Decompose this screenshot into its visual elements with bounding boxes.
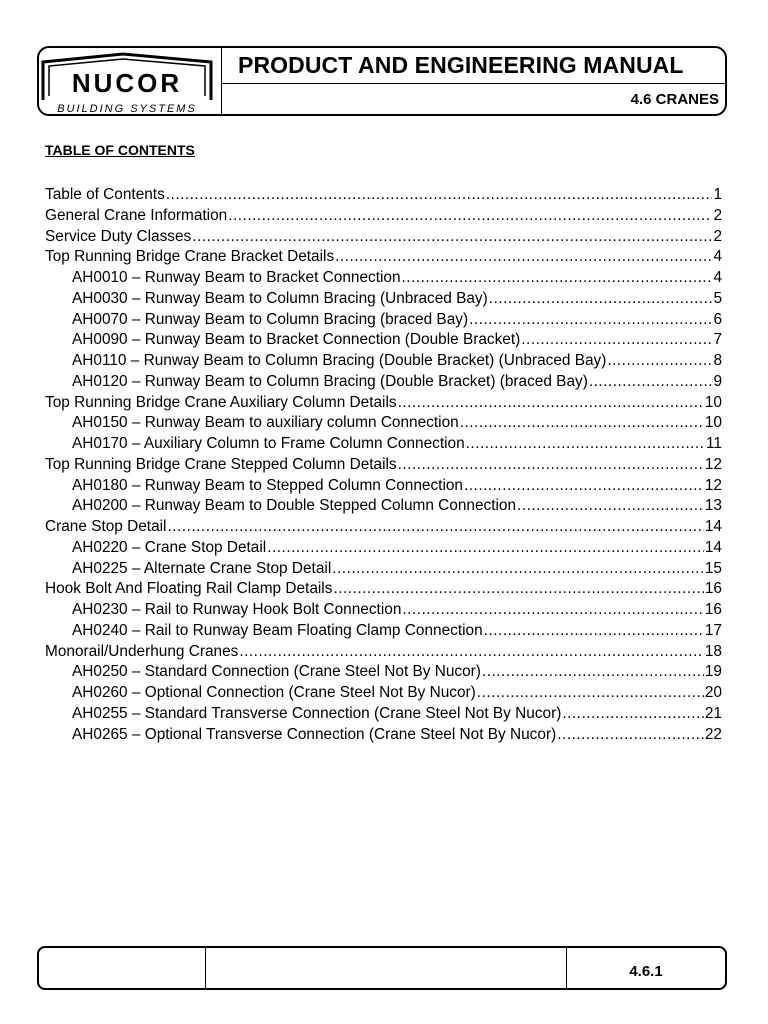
toc-dot-leader xyxy=(228,206,712,227)
toc-dot-leader xyxy=(466,434,705,455)
company-logo xyxy=(39,48,222,114)
toc-dot-leader xyxy=(166,185,713,206)
toc-entry[interactable] xyxy=(45,310,722,331)
nucor-logo-icon xyxy=(39,48,222,114)
toc-entry[interactable] xyxy=(45,600,722,621)
toc-entry-page: 13 xyxy=(704,497,722,515)
toc-dot-leader xyxy=(239,642,704,663)
toc-entry[interactable] xyxy=(45,185,722,206)
toc-entry-page: 2 xyxy=(713,206,722,224)
logo-text: NUCOR xyxy=(71,68,183,98)
toc-entry[interactable] xyxy=(45,538,722,559)
toc-entry-title: AH0090 – Runway Beam to Bracket Connection (Double Bracket) xyxy=(72,331,521,349)
toc-entry[interactable] xyxy=(45,725,722,746)
toc-entry[interactable] xyxy=(45,476,722,497)
page-footer xyxy=(37,946,727,990)
toc-entry-title: Hook Bolt And Floating Rail Clamp Details xyxy=(45,580,333,598)
toc-dot-leader xyxy=(332,559,704,580)
toc-entry-title: General Crane Information xyxy=(45,206,228,224)
footer-cell-left xyxy=(39,948,206,988)
toc-dot-leader xyxy=(402,268,713,289)
toc-dot-leader xyxy=(589,372,713,393)
toc-dot-leader xyxy=(398,393,704,414)
toc-dot-leader xyxy=(607,351,712,372)
toc-entry-title: AH0120 – Runway Beam to Column Bracing (Double Bracket) (braced Bay) xyxy=(72,372,588,390)
toc-dot-leader xyxy=(402,600,704,621)
toc-entry[interactable] xyxy=(45,704,722,725)
toc-entry[interactable] xyxy=(45,621,722,642)
toc-dot-leader xyxy=(398,455,704,476)
toc-entry-page: 4 xyxy=(713,269,722,286)
toc-entry-title: Crane Stop Detail xyxy=(45,518,167,535)
toc-entry-page: 11 xyxy=(706,435,722,452)
toc-entry[interactable] xyxy=(45,496,722,517)
toc-entry[interactable] xyxy=(45,393,722,414)
toc-entry-title: AH0110 – Runway Beam to Column Bracing (Double Bracket) (Unbraced Bay) xyxy=(72,352,607,369)
toc-entry-title: AH0220 – Crane Stop Detail xyxy=(72,538,267,556)
toc-entry-title: AH0265 – Optional Transverse Connection (Crane Steel Not By Nucor) xyxy=(72,725,557,743)
toc-entry[interactable] xyxy=(45,559,722,580)
toc-entry[interactable] xyxy=(45,455,722,476)
toc-entry-page: 14 xyxy=(704,538,722,556)
toc-dot-leader xyxy=(477,683,704,704)
toc-entry-page: 9 xyxy=(713,372,722,390)
toc-entry-title: Top Running Bridge Crane Stepped Column Details xyxy=(45,455,397,473)
toc-entry-page: 4 xyxy=(713,248,722,266)
toc-entry-page: 14 xyxy=(704,518,722,535)
toc-entry-page: 8 xyxy=(713,352,722,369)
toc-dot-leader xyxy=(557,725,704,746)
toc-entry-page: 18 xyxy=(704,642,722,660)
toc-entry-title: AH0260 – Optional Connection (Crane Steel Not By Nucor) xyxy=(72,684,476,701)
toc-dot-leader xyxy=(464,476,704,497)
manual-title: PRODUCT AND ENGINEERING MANUAL xyxy=(222,48,725,84)
toc-entry-title: AH0255 – Standard Transverse Connection (Crane Steel Not By Nucor) xyxy=(72,704,562,722)
table-of-contents xyxy=(45,185,722,745)
toc-dot-leader xyxy=(267,538,704,559)
toc-entry[interactable] xyxy=(45,434,722,455)
toc-entry[interactable] xyxy=(45,683,722,704)
toc-entry-page: 7 xyxy=(713,331,722,349)
toc-entry-page: 16 xyxy=(704,601,722,618)
toc-dot-leader xyxy=(192,227,712,248)
toc-entry-title: AH0170 – Auxiliary Column to Frame Column Connection xyxy=(72,435,465,452)
toc-entry[interactable] xyxy=(45,206,722,227)
toc-entry-title: Service Duty Classes xyxy=(45,227,192,245)
toc-entry[interactable] xyxy=(45,517,722,538)
toc-entry[interactable] xyxy=(45,413,722,434)
toc-entry-page: 2 xyxy=(713,227,722,245)
toc-dot-leader xyxy=(167,517,703,538)
toc-entry-page: 15 xyxy=(704,559,722,577)
toc-dot-leader xyxy=(333,579,703,600)
toc-dot-leader xyxy=(460,413,704,434)
page-header xyxy=(37,46,727,116)
toc-entry-title: Table of Contents xyxy=(45,186,165,203)
toc-entry-title: AH0230 – Rail to Runway Hook Bolt Connection xyxy=(72,601,402,618)
toc-entry-title: AH0070 – Runway Beam to Column Bracing (braced Bay) xyxy=(72,310,469,328)
page-number: 4.6.1 xyxy=(629,962,663,980)
toc-entry-page: 10 xyxy=(704,393,722,411)
toc-dot-leader xyxy=(562,704,704,725)
toc-entry-title: Top Running Bridge Crane Auxiliary Column Details xyxy=(45,393,397,411)
toc-entry[interactable] xyxy=(45,642,722,663)
toc-entry-title: AH0030 – Runway Beam to Column Bracing (Unbraced Bay) xyxy=(72,289,488,307)
toc-entry[interactable] xyxy=(45,662,722,683)
toc-dot-leader xyxy=(335,247,712,268)
toc-entry-title: Monorail/Underhung Cranes xyxy=(45,642,239,660)
toc-dot-leader xyxy=(469,310,712,331)
toc-entry-page: 10 xyxy=(704,414,722,432)
toc-entry-title: AH0150 – Runway Beam to auxiliary column Connection xyxy=(72,414,459,432)
toc-entry[interactable] xyxy=(45,227,722,248)
toc-entry-page: 20 xyxy=(704,684,722,701)
header-title-area xyxy=(222,48,725,114)
toc-dot-leader xyxy=(482,662,704,683)
toc-entry-page: 21 xyxy=(704,704,722,722)
toc-entry-page: 17 xyxy=(704,621,722,639)
toc-entry-title: Top Running Bridge Crane Bracket Details xyxy=(45,248,335,266)
toc-entry[interactable] xyxy=(45,247,722,268)
logo-subtext: BUILDING SYSTEMS xyxy=(57,103,197,114)
toc-entry[interactable] xyxy=(45,579,722,600)
toc-entry[interactable] xyxy=(45,372,722,393)
toc-entry-page: 22 xyxy=(704,725,722,743)
toc-entry-page: 12 xyxy=(704,455,722,473)
toc-entry[interactable] xyxy=(45,289,722,310)
toc-entry-page: 1 xyxy=(713,186,722,203)
toc-entry[interactable] xyxy=(45,351,722,372)
toc-dot-leader xyxy=(489,289,713,310)
footer-cell-middle xyxy=(206,948,567,988)
toc-entry-title: AH0225 – Alternate Crane Stop Detail xyxy=(72,559,332,577)
toc-entry-title: AH0010 – Runway Beam to Bracket Connection xyxy=(72,269,401,286)
section-title: 4.6 CRANES xyxy=(630,90,719,108)
toc-entry[interactable] xyxy=(45,268,722,289)
toc-entry-title: AH0240 – Rail to Runway Beam Floating Clamp Connection xyxy=(72,621,483,639)
toc-entry[interactable] xyxy=(45,330,722,351)
toc-dot-leader xyxy=(521,330,712,351)
toc-entry-page: 5 xyxy=(713,289,722,307)
toc-heading: TABLE OF CONTENTS xyxy=(45,142,195,158)
toc-dot-leader xyxy=(517,496,704,517)
toc-entry-title: AH0200 – Runway Beam to Double Stepped Column Connection xyxy=(72,497,517,515)
toc-entry-page: 6 xyxy=(713,310,722,328)
toc-entry-page: 16 xyxy=(704,580,722,598)
toc-entry-page: 12 xyxy=(704,476,722,494)
toc-entry-title: AH0180 – Runway Beam to Stepped Column Connection xyxy=(72,476,463,494)
toc-entry-title: AH0250 – Standard Connection (Crane Steel Not By Nucor) xyxy=(72,663,481,681)
toc-entry-page: 19 xyxy=(704,663,722,681)
toc-dot-leader xyxy=(484,621,704,642)
